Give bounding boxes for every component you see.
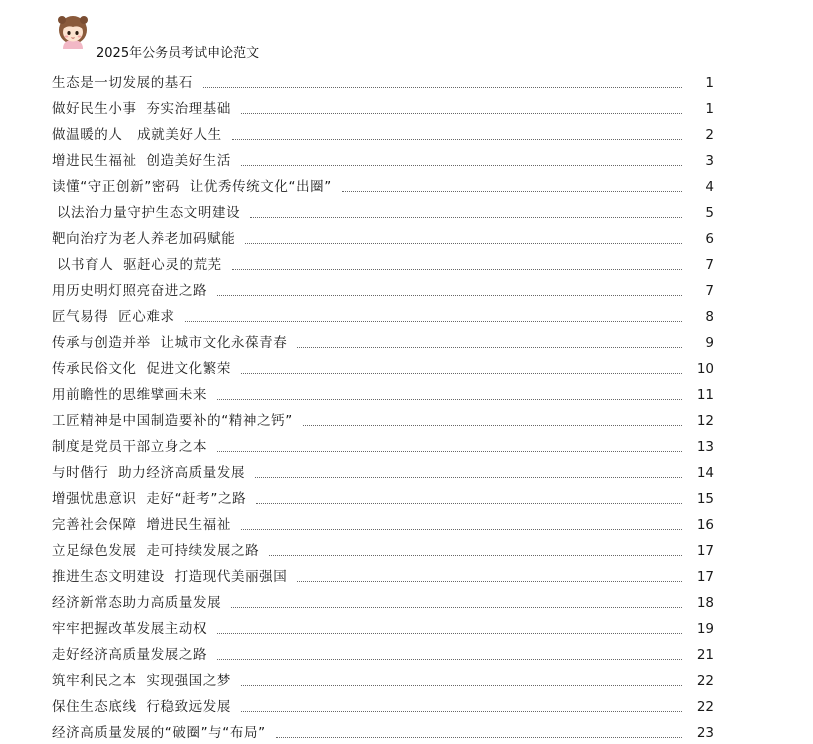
toc-page-number: 21 xyxy=(696,647,714,663)
toc-dot-leader xyxy=(241,529,682,530)
toc-page-number: 19 xyxy=(696,621,714,637)
toc-entry-title[interactable]: 牢牢把握改革发展主动权 xyxy=(52,621,208,637)
toc-dot-leader xyxy=(217,633,682,634)
toc-entry[interactable] xyxy=(52,94,714,120)
toc-page-number: 8 xyxy=(705,309,714,325)
toc-dot-leader xyxy=(217,399,682,400)
toc-dot-leader xyxy=(245,243,682,244)
toc-dot-leader xyxy=(250,217,682,218)
toc-entry[interactable] xyxy=(52,380,714,406)
toc-dot-leader xyxy=(297,347,682,348)
toc-entry[interactable] xyxy=(52,588,714,614)
toc-dot-leader xyxy=(297,581,682,582)
toc-page-number: 22 xyxy=(696,699,714,715)
toc-page-number: 12 xyxy=(696,413,714,429)
toc-entry-title[interactable]: 与时偕行 助力经济高质量发展 xyxy=(52,465,246,481)
toc-entry-title[interactable]: 完善社会保障 增进民生福祉 xyxy=(52,517,231,533)
toc-dot-leader xyxy=(276,737,682,738)
toc-entry-title[interactable]: 靶向治疗为老人养老加码赋能 xyxy=(52,231,236,247)
toc-entry-title[interactable]: 增进民生福祉 创造美好生活 xyxy=(52,153,231,169)
cartoon-girl-avatar-icon xyxy=(57,15,89,49)
toc-dot-leader xyxy=(255,477,682,478)
toc-entry-title[interactable]: 做好民生小事 夯实治理基础 xyxy=(52,101,231,117)
toc-dot-leader xyxy=(217,295,682,296)
toc-page-number: 9 xyxy=(705,335,714,351)
toc-page-number: 6 xyxy=(705,231,714,247)
toc-entry[interactable] xyxy=(52,302,714,328)
toc-dot-leader xyxy=(231,607,682,608)
toc-entry-title[interactable]: 制度是党员干部立身之本 xyxy=(52,439,208,455)
toc-dot-leader xyxy=(303,425,682,426)
toc-entry[interactable] xyxy=(52,718,714,744)
toc-entry-title[interactable]: 筑牢利民之本 实现强国之梦 xyxy=(52,673,231,689)
toc-entry[interactable] xyxy=(52,536,714,562)
toc-dot-leader xyxy=(241,113,682,114)
toc-entry-title[interactable]: 保住生态底线 行稳致远发展 xyxy=(52,699,231,715)
toc-page-number: 2 xyxy=(705,127,714,143)
toc-page-number: 7 xyxy=(705,257,714,273)
toc-entry[interactable] xyxy=(52,406,714,432)
toc-page-number: 23 xyxy=(696,725,714,741)
toc-page-number: 18 xyxy=(696,595,714,611)
toc-entry-title[interactable]: 推进生态文明建设 打造现代美丽强国 xyxy=(52,569,288,585)
toc-page-number: 22 xyxy=(696,673,714,689)
toc-entry[interactable] xyxy=(52,224,714,250)
toc-page-number: 17 xyxy=(696,569,714,585)
toc-entry[interactable] xyxy=(52,250,714,276)
toc-entry-title[interactable]: 经济高质量发展的“破圈”与“布局” xyxy=(52,725,266,741)
toc-entry-title[interactable]: 用历史明灯照亮奋进之路 xyxy=(52,283,208,299)
toc-entry-title[interactable]: 匠气易得 匠心难求 xyxy=(52,309,175,325)
toc-entry-title[interactable]: 工匠精神是中国制造要补的“精神之钙” xyxy=(52,413,293,429)
toc-page-number: 15 xyxy=(696,491,714,507)
toc-dot-leader xyxy=(241,373,682,374)
toc-dot-leader xyxy=(269,555,682,556)
toc-page-number: 4 xyxy=(705,179,714,195)
toc-dot-leader xyxy=(232,139,682,140)
document-title: 2025年公务员考试申论范文 xyxy=(96,46,260,61)
table-of-contents xyxy=(52,68,714,744)
toc-dot-leader xyxy=(241,165,682,166)
toc-entry[interactable] xyxy=(52,68,714,94)
toc-entry[interactable] xyxy=(52,198,714,224)
toc-dot-leader xyxy=(241,685,682,686)
toc-dot-leader xyxy=(217,451,682,452)
toc-dot-leader xyxy=(185,321,682,322)
toc-page-number: 11 xyxy=(696,387,714,403)
toc-page-number: 17 xyxy=(696,543,714,559)
toc-page-number: 5 xyxy=(705,205,714,221)
toc-dot-leader xyxy=(203,87,682,88)
toc-dot-leader xyxy=(217,659,682,660)
toc-entry[interactable] xyxy=(52,120,714,146)
toc-entry-title[interactable]: 走好经济高质量发展之路 xyxy=(52,647,208,663)
toc-dot-leader xyxy=(232,269,682,270)
toc-entry-title[interactable]: 传承民俗文化 促进文化繁荣 xyxy=(52,361,231,377)
toc-entry[interactable] xyxy=(52,432,714,458)
toc-page-number: 13 xyxy=(696,439,714,455)
toc-entry-title[interactable]: 立足绿色发展 走可持续发展之路 xyxy=(52,543,260,559)
toc-page-number: 1 xyxy=(705,101,714,117)
toc-entry-title[interactable]: 用前瞻性的思维擘画未来 xyxy=(52,387,208,403)
toc-entry-title[interactable]: 增强忧患意识 走好“赶考”之路 xyxy=(52,491,247,507)
toc-entry-title[interactable]: 做温暖的人 成就美好人生 xyxy=(52,127,222,143)
toc-page-number: 10 xyxy=(696,361,714,377)
toc-entry[interactable] xyxy=(52,614,714,640)
toc-entry[interactable] xyxy=(52,328,714,354)
toc-dot-leader xyxy=(256,503,682,504)
toc-entry-title[interactable]: 读懂“守正创新”密码 让优秀传统文化“出圈” xyxy=(52,179,332,195)
toc-entry[interactable] xyxy=(52,562,714,588)
toc-entry[interactable] xyxy=(52,484,714,510)
toc-entry-title[interactable]: 生态是一切发展的基石 xyxy=(52,75,193,91)
toc-entry[interactable] xyxy=(52,692,714,718)
toc-entry[interactable] xyxy=(52,666,714,692)
toc-entry[interactable] xyxy=(52,640,714,666)
toc-entry[interactable] xyxy=(52,172,714,198)
toc-page-number: 14 xyxy=(696,465,714,481)
toc-entry[interactable] xyxy=(52,458,714,484)
toc-entry-title[interactable]: 以书育人 驱赶心灵的荒芜 xyxy=(52,257,222,273)
toc-entry[interactable] xyxy=(52,510,714,536)
toc-entry-title[interactable]: 经济新常态助力高质量发展 xyxy=(52,595,222,611)
toc-entry[interactable] xyxy=(52,354,714,380)
toc-entry-title[interactable]: 以法治力量守护生态文明建设 xyxy=(52,205,241,221)
toc-page-number: 3 xyxy=(705,153,714,169)
toc-page-number: 16 xyxy=(696,517,714,533)
toc-entry-title[interactable]: 传承与创造并举 让城市文化永葆青春 xyxy=(52,335,288,351)
toc-dot-leader xyxy=(241,711,682,712)
toc-entry[interactable] xyxy=(52,146,714,172)
toc-page-number: 7 xyxy=(705,283,714,299)
toc-page-number: 1 xyxy=(705,75,714,91)
toc-dot-leader xyxy=(342,191,682,192)
toc-entry[interactable] xyxy=(52,276,714,302)
